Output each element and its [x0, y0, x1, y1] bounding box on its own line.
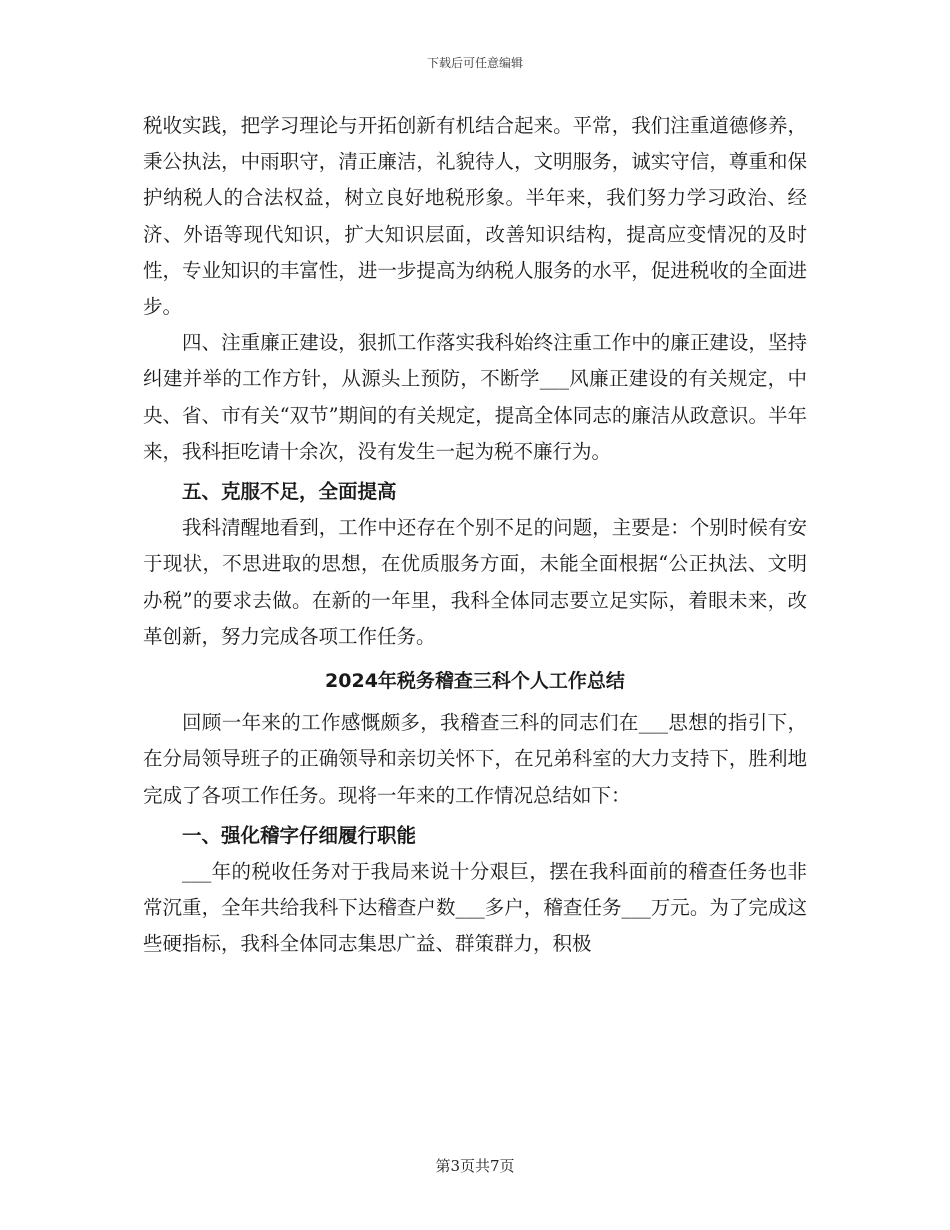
page-number: 第3页共7页: [435, 1157, 515, 1175]
paragraph-5: ___年的税收任务对于我局来说十分艰巨，摆在我科面前的稽查任务也非常沉重，全年共给我科下达稽查户数___多户，稽查任务___万元。为了完成这些硬指标，我科全体同志集思广益、群策群力，积极: [143, 860, 807, 956]
paragraph-2: 四、注重廉正建设，狠抓工作落实我科始终注重工作中的廉正建设，坚持纠建并举的工作方针，从源头上预防，不断学___风廉正建设的有关规定，中央、省、市有关“双节”期间的有关规定，提高全体同志的廉洁从政意识。半年来，我科拒吃请十余次，没有发生一起为税不廉行为。: [143, 331, 807, 463]
document-title: 2024年税务稽查三科个人工作总结: [325, 670, 625, 693]
paragraph-1: 税收实践，把学习理论与开拓创新有机结合起来。平常，我们注重道德修养，秉公执法，中雨职守，清正廉洁，礼貌待人，文明服务，诚实守信，尊重和保护纳税人的合法权益，树立良好地税形象。半年来，我们努力学习政治、经济、外语等现代知识，扩大知识层面，改善知识结构，提高应变情况的及时性，专业知识的丰富性，进一步提高为纳税人服务的水平，促进税收的全面进步。: [143, 114, 807, 319]
paragraph-4: 回顾一年来的工作感慨颇多，我稽查三科的同志们在___思想的指引下，在分局领导班子的正确领导和亲切关怀下，在兄弟科室的大力支持下，胜利地完成了各项工作任务。现将一年来的工作情况总结如下：: [143, 711, 807, 807]
paragraph-3: 我科清醒地看到，工作中还存在个别不足的问题，主要是：个别时候有安于现状，不思进取的思想，在优质服务方面，未能全面根据“公正执法、文明办税”的要求去做。在新的一年里，我科全体同志要立足实际，着眼未来，改革创新，努力完成各项工作任务。: [143, 516, 807, 648]
page-header: 下载后可任意编辑: [426, 56, 523, 70]
document-body: [143, 108, 807, 963]
section-heading-5: 五、克服不足，全面提高: [182, 480, 397, 504]
section-heading-1: 一、强化稽字仔细履行职能: [182, 823, 417, 847]
